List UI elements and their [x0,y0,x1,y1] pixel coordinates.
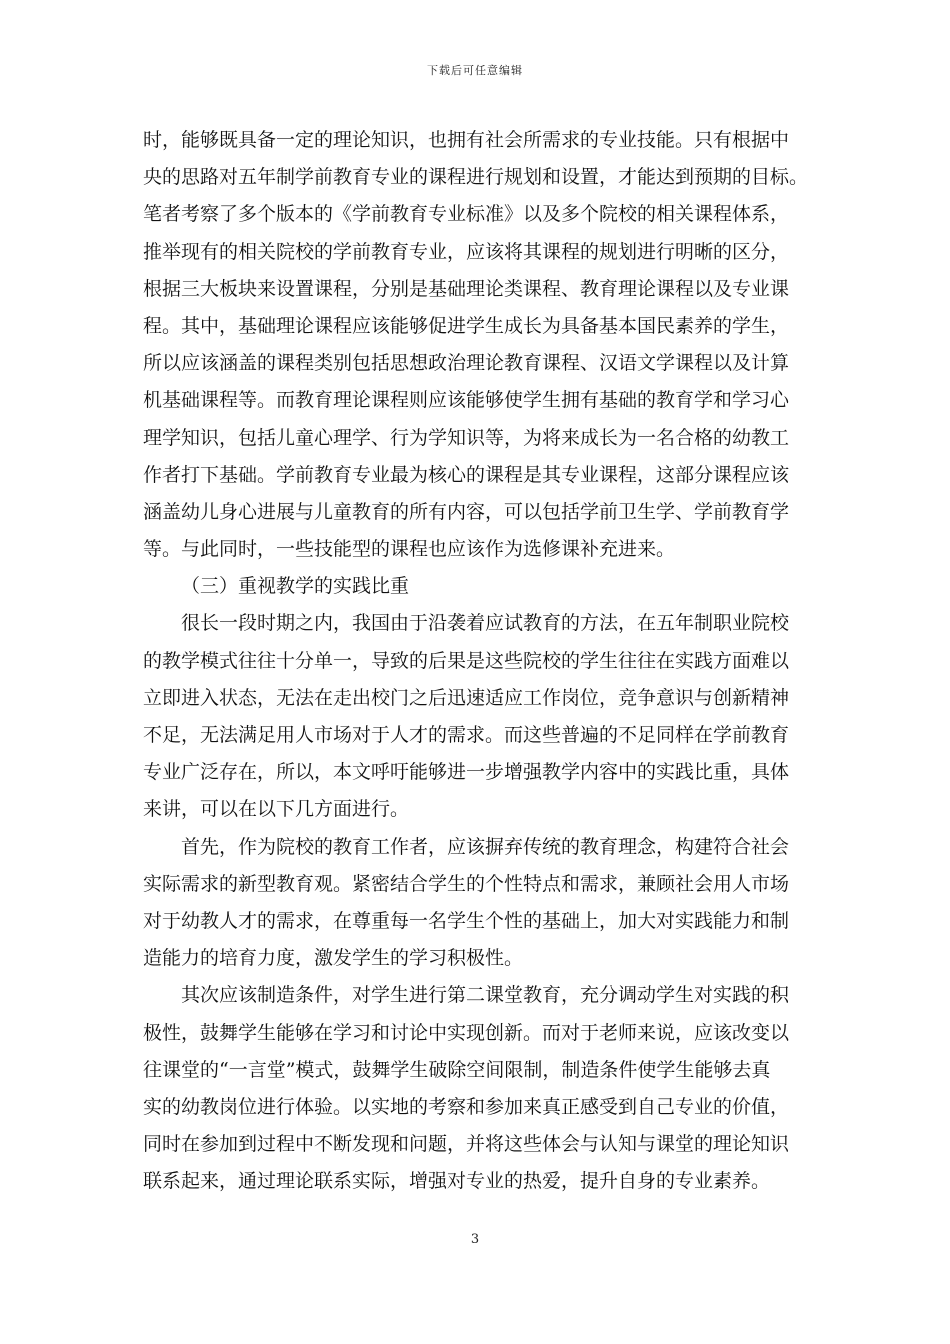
text-line: 作者打下基础。学前教育专业最为核心的课程是其专业课程，这部分课程应该 [143,463,790,486]
text-line: 涵盖幼儿身心进展与儿童教育的所有内容，可以包括学前卫生学、学前教育学 [143,500,790,523]
text-line: 来讲，可以在以下几方面进行。 [143,798,410,821]
text-line: 时，能够既具备一定的理论知识，也拥有社会所需求的专业技能。只有根据中 [143,129,790,151]
text-line: 同时在参加到过程中不断发现和问题，并将这些体会与认知与课堂的理论知识 [143,1133,790,1156]
section-heading: （三）重视教学的实践比重 [181,575,410,598]
text-line: 笔者考察了多个版本的《学前教育专业标准》以及多个院校的相关课程体系， [143,203,790,226]
text-line: 等。与此同时，一些技能型的课程也应该作为选修课补充进来。 [143,538,676,561]
text-line: 实的幼教岗位进行体验。以实地的考察和参加来真正感受到自己专业的价值， [143,1095,790,1118]
text-line: 机基础课程等。而教育理论课程则应该能够使学生拥有基础的教育学和学习心 [143,389,790,412]
text-line: 理学知识，包括儿童心理学、行为学知识等，为将来成长为一名合格的幼教工 [143,426,790,449]
text-line: 根据三大板块来设置课程，分别是基础理论类课程、教育理论课程以及专业课 [143,277,790,300]
text-line: 专业广泛存在，所以，本文呼吁能够进一步增强教学内容中的实践比重，具体 [143,761,790,784]
text-line: 造能力的培育力度，激发学生的学习积极性。 [143,947,524,970]
text-line: 推举现有的相关院校的学前教育专业，应该将其课程的规划进行明晰的区分， [143,240,790,263]
page-header: 下载后可任意编辑 [427,64,523,77]
text-line: 往课堂的“一言堂”模式，鼓舞学生破除空间限制，制造条件使学生能够去真 [143,1058,771,1081]
text-line: 不足，无法满足用人市场对于人才的需求。而这些普遍的不足同样在学前教育 [143,724,790,746]
text-line: 所以应该涵盖的课程类别包括思想政治理论教育课程、汉语文学课程以及计算 [143,352,790,375]
text-line: 极性，鼓舞学生能够在学习和讨论中实现创新。而对于老师来说，应该改变以 [143,1021,790,1044]
text-line: 程。其中，基础理论课程应该能够促进学生成长为具备基本国民素养的学生， [143,314,790,337]
document-body [143,122,815,1200]
text-line: 的教学模式往往十分单一，导致的后果是这些院校的学生往往在实践方面难以 [143,649,790,672]
text-line: 实际需求的新型教育观。紧密结合学生的个性特点和需求，兼顾社会用人市场 [143,872,790,895]
text-line: 很长一段时期之内，我国由于沿袭着应试教育的方法，在五年制职业院校 [181,612,790,635]
page-number: 3 [470,1232,480,1247]
text-line: 其次应该制造条件，对学生进行第二课堂教育，充分调动学生对实践的积 [181,984,790,1007]
text-line: 央的思路对五年制学前教育专业的课程进行规划和设置，才能达到预期的目标。 [143,166,809,189]
text-line: 立即进入状态，无法在走出校门之后迅速适应工作岗位，竞争意识与创新精神 [143,686,790,709]
text-line: 首先，作为院校的教育工作者，应该摒弃传统的教育理念，构建符合社会 [181,835,790,858]
text-line: 对于幼教人才的需求，在尊重每一名学生个性的基础上，加大对实践能力和制 [143,909,790,932]
text-line: 联系起来，通过理论联系实际，增强对专业的热爱，提升自身的专业素养。 [143,1170,771,1193]
